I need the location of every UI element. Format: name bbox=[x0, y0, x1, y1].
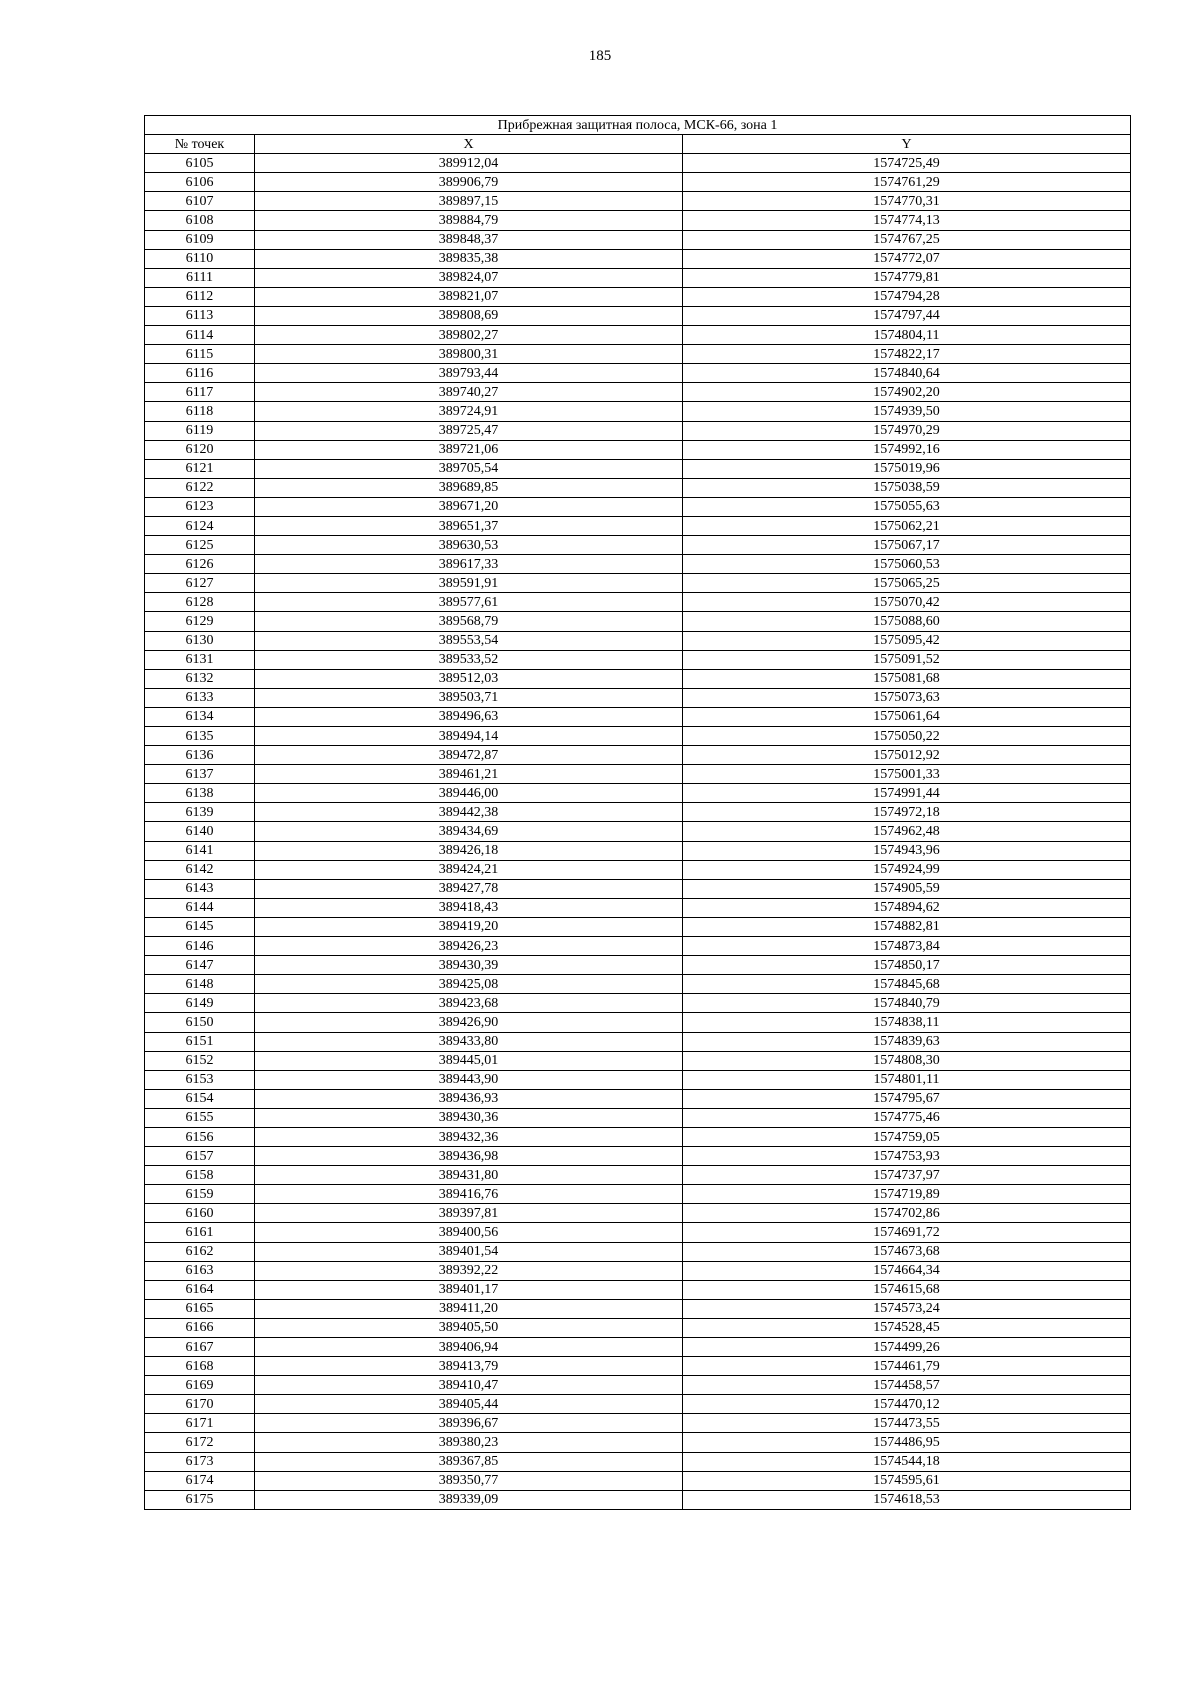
x-coordinate-cell: 389433,80 bbox=[255, 1032, 683, 1051]
x-coordinate-cell: 389397,81 bbox=[255, 1204, 683, 1223]
x-coordinate-cell: 389427,78 bbox=[255, 879, 683, 898]
table-row bbox=[145, 173, 1131, 192]
y-coordinate-cell: 1574991,44 bbox=[683, 784, 1131, 803]
table-row bbox=[145, 1395, 1131, 1414]
y-coordinate-cell: 1574924,99 bbox=[683, 860, 1131, 879]
y-coordinate-cell: 1574573,24 bbox=[683, 1299, 1131, 1318]
x-coordinate-cell: 389800,31 bbox=[255, 345, 683, 364]
point-number-cell: 6132 bbox=[145, 669, 255, 688]
point-number-cell: 6130 bbox=[145, 631, 255, 650]
y-coordinate-cell: 1574801,11 bbox=[683, 1070, 1131, 1089]
point-number-cell: 6152 bbox=[145, 1051, 255, 1070]
x-coordinate-cell: 389426,23 bbox=[255, 937, 683, 956]
point-number-cell: 6143 bbox=[145, 879, 255, 898]
y-coordinate-cell: 1574618,53 bbox=[683, 1490, 1131, 1509]
x-coordinate-cell: 389651,37 bbox=[255, 516, 683, 535]
y-coordinate-cell: 1574939,50 bbox=[683, 402, 1131, 421]
x-coordinate-cell: 389689,85 bbox=[255, 478, 683, 497]
point-number-cell: 6145 bbox=[145, 917, 255, 936]
point-number-cell: 6129 bbox=[145, 612, 255, 631]
point-number-cell: 6172 bbox=[145, 1433, 255, 1452]
x-coordinate-cell: 389339,09 bbox=[255, 1490, 683, 1509]
y-coordinate-cell: 1574458,57 bbox=[683, 1376, 1131, 1395]
y-coordinate-cell: 1575067,17 bbox=[683, 536, 1131, 555]
table-row bbox=[145, 784, 1131, 803]
point-number-cell: 6139 bbox=[145, 803, 255, 822]
point-number-cell: 6131 bbox=[145, 650, 255, 669]
y-coordinate-cell: 1574691,72 bbox=[683, 1223, 1131, 1242]
point-number-cell: 6169 bbox=[145, 1376, 255, 1395]
point-number-cell: 6163 bbox=[145, 1261, 255, 1280]
table-row bbox=[145, 841, 1131, 860]
y-coordinate-cell: 1574470,12 bbox=[683, 1395, 1131, 1414]
table-row bbox=[145, 937, 1131, 956]
x-coordinate-cell: 389568,79 bbox=[255, 612, 683, 631]
table-row bbox=[145, 1471, 1131, 1490]
x-coordinate-cell: 389400,56 bbox=[255, 1223, 683, 1242]
point-number-cell: 6118 bbox=[145, 402, 255, 421]
table-row bbox=[145, 631, 1131, 650]
point-number-cell: 6146 bbox=[145, 937, 255, 956]
x-coordinate-cell: 389431,80 bbox=[255, 1166, 683, 1185]
y-coordinate-cell: 1575055,63 bbox=[683, 497, 1131, 516]
y-coordinate-cell: 1575061,64 bbox=[683, 707, 1131, 726]
x-coordinate-cell: 389413,79 bbox=[255, 1357, 683, 1376]
y-coordinate-cell: 1574992,16 bbox=[683, 440, 1131, 459]
y-coordinate-cell: 1574725,49 bbox=[683, 154, 1131, 173]
table-row bbox=[145, 1127, 1131, 1146]
x-coordinate-cell: 389442,38 bbox=[255, 803, 683, 822]
point-number-cell: 6107 bbox=[145, 192, 255, 211]
x-coordinate-cell: 389423,68 bbox=[255, 994, 683, 1013]
point-number-cell: 6120 bbox=[145, 440, 255, 459]
y-coordinate-cell: 1575065,25 bbox=[683, 574, 1131, 593]
y-coordinate-cell: 1574775,46 bbox=[683, 1108, 1131, 1127]
x-coordinate-cell: 389424,21 bbox=[255, 860, 683, 879]
y-coordinate-cell: 1575062,21 bbox=[683, 516, 1131, 535]
x-coordinate-cell: 389740,27 bbox=[255, 383, 683, 402]
point-number-cell: 6151 bbox=[145, 1032, 255, 1051]
point-number-cell: 6162 bbox=[145, 1242, 255, 1261]
x-coordinate-cell: 389503,71 bbox=[255, 688, 683, 707]
point-number-cell: 6137 bbox=[145, 765, 255, 784]
coordinates-table bbox=[144, 115, 1131, 1510]
table-row bbox=[145, 1223, 1131, 1242]
x-coordinate-cell: 389418,43 bbox=[255, 898, 683, 917]
table-row bbox=[145, 1089, 1131, 1108]
y-coordinate-cell: 1574962,48 bbox=[683, 822, 1131, 841]
point-number-cell: 6161 bbox=[145, 1223, 255, 1242]
point-number-cell: 6140 bbox=[145, 822, 255, 841]
y-coordinate-cell: 1575073,63 bbox=[683, 688, 1131, 707]
table-row bbox=[145, 1070, 1131, 1089]
y-coordinate-cell: 1575091,52 bbox=[683, 650, 1131, 669]
x-coordinate-cell: 389912,04 bbox=[255, 154, 683, 173]
point-number-cell: 6165 bbox=[145, 1299, 255, 1318]
table-body bbox=[145, 154, 1131, 1510]
point-number-cell: 6156 bbox=[145, 1127, 255, 1146]
point-number-cell: 6138 bbox=[145, 784, 255, 803]
y-coordinate-cell: 1575070,42 bbox=[683, 593, 1131, 612]
y-coordinate-cell: 1575019,96 bbox=[683, 459, 1131, 478]
point-number-cell: 6116 bbox=[145, 364, 255, 383]
table-row bbox=[145, 1185, 1131, 1204]
table-row bbox=[145, 345, 1131, 364]
x-coordinate-cell: 389617,33 bbox=[255, 555, 683, 574]
y-coordinate-cell: 1574894,62 bbox=[683, 898, 1131, 917]
point-number-cell: 6158 bbox=[145, 1166, 255, 1185]
x-coordinate-cell: 389392,22 bbox=[255, 1261, 683, 1280]
point-number-cell: 6126 bbox=[145, 555, 255, 574]
table-row bbox=[145, 211, 1131, 230]
table-row bbox=[145, 555, 1131, 574]
x-coordinate-cell: 389671,20 bbox=[255, 497, 683, 516]
y-coordinate-cell: 1575060,53 bbox=[683, 555, 1131, 574]
x-coordinate-cell: 389630,53 bbox=[255, 536, 683, 555]
y-coordinate-cell: 1574615,68 bbox=[683, 1280, 1131, 1299]
table-row bbox=[145, 1013, 1131, 1032]
point-number-cell: 6141 bbox=[145, 841, 255, 860]
x-coordinate-cell: 389705,54 bbox=[255, 459, 683, 478]
y-coordinate-cell: 1574473,55 bbox=[683, 1414, 1131, 1433]
table-row bbox=[145, 1433, 1131, 1452]
point-number-cell: 6128 bbox=[145, 593, 255, 612]
x-coordinate-cell: 389808,69 bbox=[255, 306, 683, 325]
y-coordinate-cell: 1574499,26 bbox=[683, 1338, 1131, 1357]
point-number-cell: 6135 bbox=[145, 727, 255, 746]
y-coordinate-cell: 1574772,07 bbox=[683, 249, 1131, 268]
x-coordinate-cell: 389472,87 bbox=[255, 746, 683, 765]
y-coordinate-cell: 1574943,96 bbox=[683, 841, 1131, 860]
x-coordinate-cell: 389411,20 bbox=[255, 1299, 683, 1318]
point-number-cell: 6147 bbox=[145, 956, 255, 975]
y-coordinate-cell: 1574544,18 bbox=[683, 1452, 1131, 1471]
x-coordinate-cell: 389512,03 bbox=[255, 669, 683, 688]
x-coordinate-cell: 389461,21 bbox=[255, 765, 683, 784]
x-coordinate-cell: 389533,52 bbox=[255, 650, 683, 669]
point-number-cell: 6148 bbox=[145, 975, 255, 994]
point-number-cell: 6122 bbox=[145, 478, 255, 497]
x-coordinate-cell: 389553,54 bbox=[255, 631, 683, 650]
x-coordinate-cell: 389443,90 bbox=[255, 1070, 683, 1089]
point-number-cell: 6159 bbox=[145, 1185, 255, 1204]
table-row bbox=[145, 1490, 1131, 1509]
y-coordinate-cell: 1574822,17 bbox=[683, 345, 1131, 364]
x-coordinate-cell: 389401,54 bbox=[255, 1242, 683, 1261]
point-number-cell: 6125 bbox=[145, 536, 255, 555]
y-coordinate-cell: 1574673,68 bbox=[683, 1242, 1131, 1261]
x-coordinate-cell: 389426,18 bbox=[255, 841, 683, 860]
x-coordinate-cell: 389906,79 bbox=[255, 173, 683, 192]
table-row bbox=[145, 1204, 1131, 1223]
y-coordinate-cell: 1575088,60 bbox=[683, 612, 1131, 631]
x-coordinate-cell: 389416,76 bbox=[255, 1185, 683, 1204]
table-row bbox=[145, 917, 1131, 936]
x-coordinate-cell: 389410,47 bbox=[255, 1376, 683, 1395]
table-row bbox=[145, 459, 1131, 478]
point-number-cell: 6175 bbox=[145, 1490, 255, 1509]
table-row bbox=[145, 268, 1131, 287]
x-coordinate-cell: 389405,44 bbox=[255, 1395, 683, 1414]
point-number-cell: 6167 bbox=[145, 1338, 255, 1357]
point-number-cell: 6136 bbox=[145, 746, 255, 765]
y-coordinate-cell: 1574461,79 bbox=[683, 1357, 1131, 1376]
y-coordinate-cell: 1575012,92 bbox=[683, 746, 1131, 765]
table-row bbox=[145, 707, 1131, 726]
table-row bbox=[145, 1299, 1131, 1318]
table-row bbox=[145, 1166, 1131, 1185]
y-coordinate-cell: 1574970,29 bbox=[683, 421, 1131, 440]
table-row bbox=[145, 402, 1131, 421]
table-row bbox=[145, 287, 1131, 306]
y-coordinate-cell: 1575095,42 bbox=[683, 631, 1131, 650]
table-row bbox=[145, 1338, 1131, 1357]
y-coordinate-cell: 1574797,44 bbox=[683, 306, 1131, 325]
y-coordinate-cell: 1574840,79 bbox=[683, 994, 1131, 1013]
x-coordinate-cell: 389436,93 bbox=[255, 1089, 683, 1108]
x-coordinate-cell: 389419,20 bbox=[255, 917, 683, 936]
x-coordinate-cell: 389591,91 bbox=[255, 574, 683, 593]
x-coordinate-cell: 389897,15 bbox=[255, 192, 683, 211]
point-number-cell: 6149 bbox=[145, 994, 255, 1013]
x-coordinate-cell: 389430,39 bbox=[255, 956, 683, 975]
x-coordinate-cell: 389445,01 bbox=[255, 1051, 683, 1070]
x-coordinate-cell: 389721,06 bbox=[255, 440, 683, 459]
table-row bbox=[145, 975, 1131, 994]
x-coordinate-cell: 389432,36 bbox=[255, 1127, 683, 1146]
table-row bbox=[145, 1376, 1131, 1395]
table-row bbox=[145, 192, 1131, 211]
point-number-cell: 6168 bbox=[145, 1357, 255, 1376]
y-coordinate-cell: 1574770,31 bbox=[683, 192, 1131, 211]
y-coordinate-cell: 1575001,33 bbox=[683, 765, 1131, 784]
table-row bbox=[145, 612, 1131, 631]
point-number-cell: 6171 bbox=[145, 1414, 255, 1433]
point-number-cell: 6134 bbox=[145, 707, 255, 726]
y-coordinate-cell: 1574972,18 bbox=[683, 803, 1131, 822]
x-coordinate-cell: 389496,63 bbox=[255, 707, 683, 726]
y-coordinate-cell: 1574779,81 bbox=[683, 268, 1131, 287]
y-coordinate-cell: 1574761,29 bbox=[683, 173, 1131, 192]
x-coordinate-cell: 389724,91 bbox=[255, 402, 683, 421]
table-row bbox=[145, 1357, 1131, 1376]
y-coordinate-cell: 1574808,30 bbox=[683, 1051, 1131, 1070]
x-coordinate-cell: 389350,77 bbox=[255, 1471, 683, 1490]
point-number-cell: 6144 bbox=[145, 898, 255, 917]
column-header-x: X bbox=[255, 135, 683, 154]
y-coordinate-cell: 1574528,45 bbox=[683, 1318, 1131, 1337]
column-header-point-number: № точек bbox=[145, 135, 255, 154]
table-row bbox=[145, 956, 1131, 975]
table-row bbox=[145, 822, 1131, 841]
point-number-cell: 6142 bbox=[145, 860, 255, 879]
y-coordinate-cell: 1574839,63 bbox=[683, 1032, 1131, 1051]
x-coordinate-cell: 389793,44 bbox=[255, 364, 683, 383]
x-coordinate-cell: 389367,85 bbox=[255, 1452, 683, 1471]
table-row bbox=[145, 593, 1131, 612]
x-coordinate-cell: 389426,90 bbox=[255, 1013, 683, 1032]
point-number-cell: 6110 bbox=[145, 249, 255, 268]
y-coordinate-cell: 1574737,97 bbox=[683, 1166, 1131, 1185]
table-row bbox=[145, 1261, 1131, 1280]
y-coordinate-cell: 1574794,28 bbox=[683, 287, 1131, 306]
y-coordinate-cell: 1574753,93 bbox=[683, 1147, 1131, 1166]
table-row bbox=[145, 306, 1131, 325]
table-row bbox=[145, 230, 1131, 249]
x-coordinate-cell: 389725,47 bbox=[255, 421, 683, 440]
y-coordinate-cell: 1575050,22 bbox=[683, 727, 1131, 746]
x-coordinate-cell: 389821,07 bbox=[255, 287, 683, 306]
table-row bbox=[145, 326, 1131, 345]
y-coordinate-cell: 1574838,11 bbox=[683, 1013, 1131, 1032]
table-row bbox=[145, 383, 1131, 402]
table-row bbox=[145, 765, 1131, 784]
table-row bbox=[145, 1414, 1131, 1433]
y-coordinate-cell: 1574882,81 bbox=[683, 917, 1131, 936]
point-number-cell: 6111 bbox=[145, 268, 255, 287]
point-number-cell: 6105 bbox=[145, 154, 255, 173]
table-row bbox=[145, 898, 1131, 917]
x-coordinate-cell: 389396,67 bbox=[255, 1414, 683, 1433]
point-number-cell: 6173 bbox=[145, 1452, 255, 1471]
y-coordinate-cell: 1575081,68 bbox=[683, 669, 1131, 688]
table-row bbox=[145, 1242, 1131, 1261]
y-coordinate-cell: 1574486,95 bbox=[683, 1433, 1131, 1452]
point-number-cell: 6150 bbox=[145, 1013, 255, 1032]
table-row bbox=[145, 421, 1131, 440]
table-row bbox=[145, 1032, 1131, 1051]
point-number-cell: 6154 bbox=[145, 1089, 255, 1108]
y-coordinate-cell: 1574767,25 bbox=[683, 230, 1131, 249]
table-row bbox=[145, 1280, 1131, 1299]
table-row bbox=[145, 440, 1131, 459]
table-row bbox=[145, 727, 1131, 746]
point-number-cell: 6157 bbox=[145, 1147, 255, 1166]
page-number: 185 bbox=[588, 48, 612, 64]
table-row bbox=[145, 536, 1131, 555]
y-coordinate-cell: 1574664,34 bbox=[683, 1261, 1131, 1280]
y-coordinate-cell: 1574759,05 bbox=[683, 1127, 1131, 1146]
table-row bbox=[145, 746, 1131, 765]
y-coordinate-cell: 1575038,59 bbox=[683, 478, 1131, 497]
table-row bbox=[145, 497, 1131, 516]
y-coordinate-cell: 1574774,13 bbox=[683, 211, 1131, 230]
x-coordinate-cell: 389425,08 bbox=[255, 975, 683, 994]
table-row bbox=[145, 650, 1131, 669]
point-number-cell: 6106 bbox=[145, 173, 255, 192]
table-row bbox=[145, 478, 1131, 497]
point-number-cell: 6153 bbox=[145, 1070, 255, 1089]
point-number-cell: 6124 bbox=[145, 516, 255, 535]
point-number-cell: 6170 bbox=[145, 1395, 255, 1414]
y-coordinate-cell: 1574905,59 bbox=[683, 879, 1131, 898]
point-number-cell: 6113 bbox=[145, 306, 255, 325]
table-row bbox=[145, 803, 1131, 822]
y-coordinate-cell: 1574795,67 bbox=[683, 1089, 1131, 1108]
table-row bbox=[145, 688, 1131, 707]
x-coordinate-cell: 389848,37 bbox=[255, 230, 683, 249]
y-coordinate-cell: 1574902,20 bbox=[683, 383, 1131, 402]
x-coordinate-cell: 389446,00 bbox=[255, 784, 683, 803]
point-number-cell: 6119 bbox=[145, 421, 255, 440]
y-coordinate-cell: 1574595,61 bbox=[683, 1471, 1131, 1490]
table-row bbox=[145, 669, 1131, 688]
point-number-cell: 6174 bbox=[145, 1471, 255, 1490]
table-row bbox=[145, 249, 1131, 268]
point-number-cell: 6127 bbox=[145, 574, 255, 593]
point-number-cell: 6133 bbox=[145, 688, 255, 707]
column-header-y: Y bbox=[683, 135, 1131, 154]
table-row bbox=[145, 879, 1131, 898]
point-number-cell: 6112 bbox=[145, 287, 255, 306]
y-coordinate-cell: 1574702,86 bbox=[683, 1204, 1131, 1223]
table-row bbox=[145, 516, 1131, 535]
point-number-cell: 6164 bbox=[145, 1280, 255, 1299]
y-coordinate-cell: 1574850,17 bbox=[683, 956, 1131, 975]
x-coordinate-cell: 389494,14 bbox=[255, 727, 683, 746]
point-number-cell: 6155 bbox=[145, 1108, 255, 1127]
x-coordinate-cell: 389405,50 bbox=[255, 1318, 683, 1337]
y-coordinate-cell: 1574719,89 bbox=[683, 1185, 1131, 1204]
table-row bbox=[145, 1108, 1131, 1127]
point-number-cell: 6115 bbox=[145, 345, 255, 364]
table-row bbox=[145, 1318, 1131, 1337]
point-number-cell: 6166 bbox=[145, 1318, 255, 1337]
table-title: Прибрежная защитная полоса, МСК-66, зона 1 bbox=[145, 116, 1131, 135]
table-header-row bbox=[145, 135, 1131, 154]
x-coordinate-cell: 389577,61 bbox=[255, 593, 683, 612]
x-coordinate-cell: 389436,98 bbox=[255, 1147, 683, 1166]
y-coordinate-cell: 1574845,68 bbox=[683, 975, 1131, 994]
table-row bbox=[145, 574, 1131, 593]
y-coordinate-cell: 1574873,84 bbox=[683, 937, 1131, 956]
table-row bbox=[145, 364, 1131, 383]
table-row bbox=[145, 154, 1131, 173]
point-number-cell: 6109 bbox=[145, 230, 255, 249]
x-coordinate-cell: 389434,69 bbox=[255, 822, 683, 841]
table-head bbox=[145, 116, 1131, 154]
point-number-cell: 6123 bbox=[145, 497, 255, 516]
x-coordinate-cell: 389406,94 bbox=[255, 1338, 683, 1357]
x-coordinate-cell: 389802,27 bbox=[255, 326, 683, 345]
table-row bbox=[145, 1051, 1131, 1070]
table-row bbox=[145, 1452, 1131, 1471]
x-coordinate-cell: 389835,38 bbox=[255, 249, 683, 268]
table-title-row bbox=[145, 116, 1131, 135]
y-coordinate-cell: 1574840,64 bbox=[683, 364, 1131, 383]
point-number-cell: 6121 bbox=[145, 459, 255, 478]
x-coordinate-cell: 389401,17 bbox=[255, 1280, 683, 1299]
x-coordinate-cell: 389884,79 bbox=[255, 211, 683, 230]
x-coordinate-cell: 389430,36 bbox=[255, 1108, 683, 1127]
point-number-cell: 6114 bbox=[145, 326, 255, 345]
table-row bbox=[145, 1147, 1131, 1166]
x-coordinate-cell: 389380,23 bbox=[255, 1433, 683, 1452]
table-row bbox=[145, 860, 1131, 879]
point-number-cell: 6160 bbox=[145, 1204, 255, 1223]
table-row bbox=[145, 994, 1131, 1013]
x-coordinate-cell: 389824,07 bbox=[255, 268, 683, 287]
point-number-cell: 6108 bbox=[145, 211, 255, 230]
point-number-cell: 6117 bbox=[145, 383, 255, 402]
y-coordinate-cell: 1574804,11 bbox=[683, 326, 1131, 345]
